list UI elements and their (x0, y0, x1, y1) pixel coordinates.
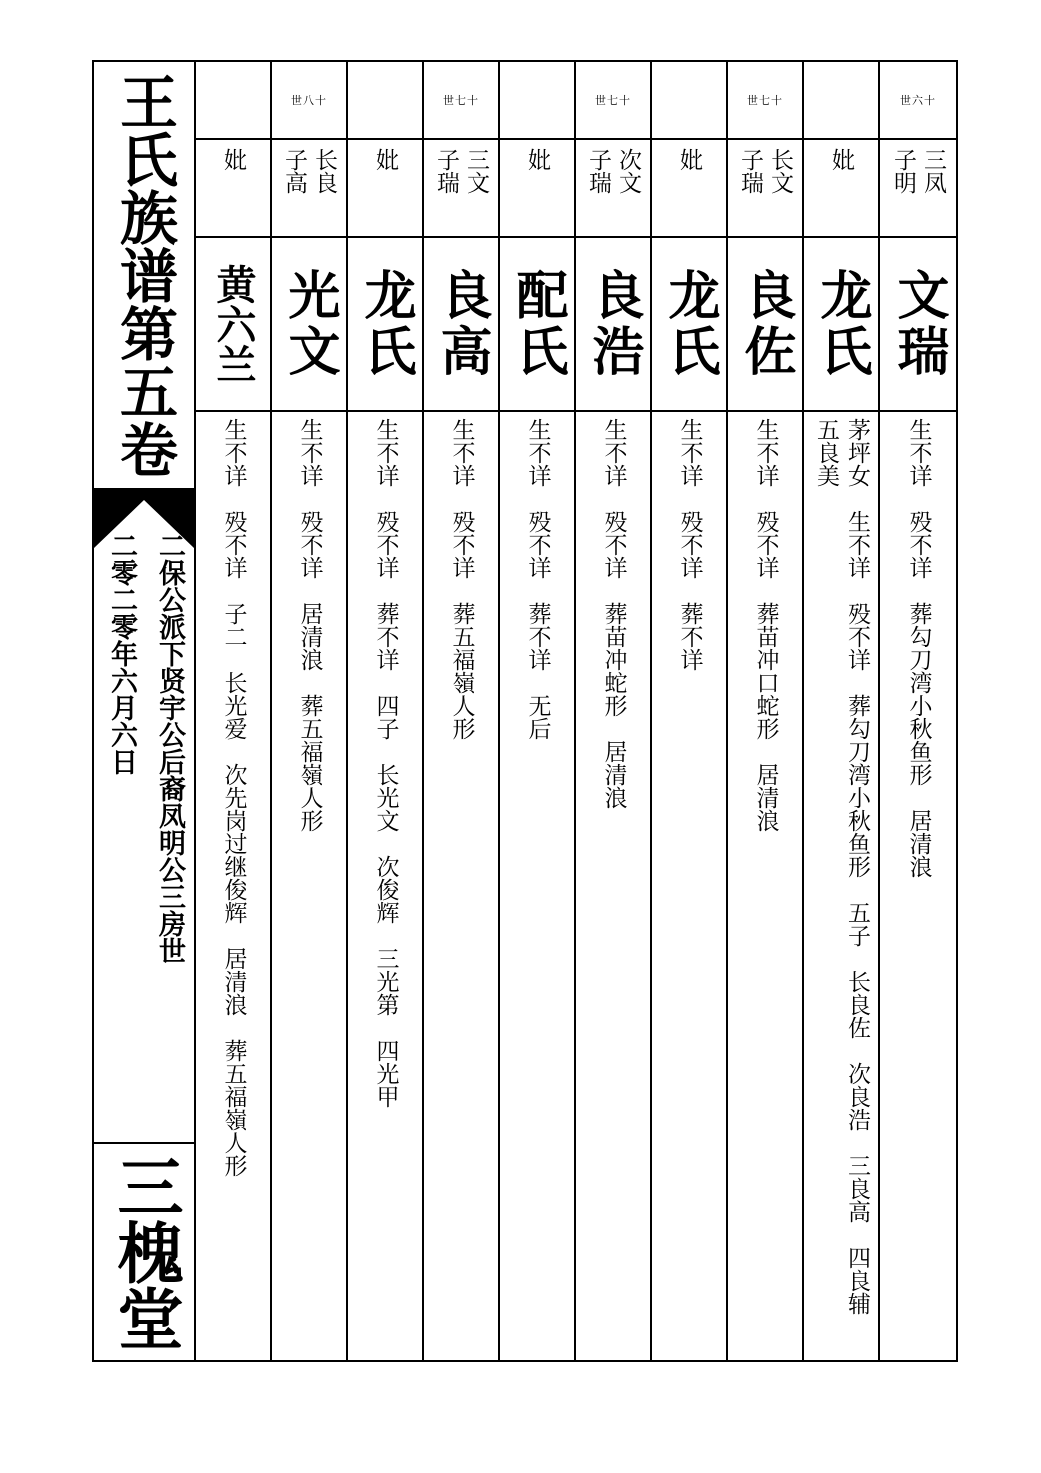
relation-text: 长良 子高 (281, 148, 337, 194)
genealogy-grid (196, 62, 956, 1360)
entry-column (424, 62, 500, 1360)
relation-text: 妣 (828, 148, 854, 171)
relation-cell (576, 140, 650, 238)
person-name: 光文 (279, 268, 339, 380)
generation-label: 世七十 (424, 62, 498, 140)
person-name: 良佐 (735, 268, 795, 380)
name-cell (576, 238, 650, 412)
name-cell (196, 238, 270, 412)
hall-name: 三槐堂 (106, 1153, 183, 1351)
entry-column (348, 62, 424, 1360)
person-name: 龙氏 (355, 268, 415, 380)
relation-cell (196, 140, 270, 238)
relation-cell (500, 140, 574, 238)
spine-subtitle-branch: 二保公派下贤宇公后裔凤明公三房世 (154, 532, 185, 964)
entry-column (272, 62, 348, 1360)
relation-text: 次文 子瑞 (585, 148, 641, 194)
person-name: 配氏 (507, 268, 567, 380)
name-cell (880, 238, 956, 412)
person-name: 文瑞 (888, 268, 948, 380)
name-cell (272, 238, 346, 412)
person-detail: 生不详 殁不详 葬不详 无后 (524, 418, 551, 740)
relation-text: 三文 子瑞 (433, 148, 489, 194)
person-detail: 生不详 殁不详 葬苗冲口蛇形 居清浪 (752, 418, 779, 832)
detail-cell (500, 412, 574, 1360)
person-name: 黄六兰 (210, 264, 256, 384)
name-cell (500, 238, 574, 412)
person-detail: 生不详 殁不详 葬苗冲蛇形 居清浪 (600, 418, 627, 809)
relation-text: 妣 (372, 148, 398, 171)
name-cell (652, 238, 726, 412)
person-name: 良高 (431, 268, 491, 380)
person-name: 龙氏 (811, 268, 871, 380)
generation-label (348, 62, 422, 140)
relation-text: 妣 (524, 148, 550, 171)
relation-cell (652, 140, 726, 238)
detail-cell (728, 412, 802, 1360)
generation-label: 世七十 (728, 62, 802, 140)
generation-label: 世八十 (272, 62, 346, 140)
relation-cell (348, 140, 422, 238)
generation-label (804, 62, 878, 140)
person-detail: 生不详 殁不详 葬不详 (676, 418, 703, 671)
entry-column (500, 62, 576, 1360)
relation-text: 长文 子瑞 (737, 148, 793, 194)
name-cell (728, 238, 802, 412)
relation-text: 妣 (220, 148, 246, 171)
relation-cell (728, 140, 802, 238)
person-detail: 生不详 殁不详 葬五福嶺人形 (448, 418, 475, 740)
entry-column (576, 62, 652, 1360)
generation-label (500, 62, 574, 140)
generation-label (652, 62, 726, 140)
relation-cell (804, 140, 878, 238)
detail-cell (424, 412, 498, 1360)
name-cell (804, 238, 878, 412)
generation-label: 世六十 (880, 62, 956, 140)
generation-label (196, 62, 270, 140)
entry-column (880, 62, 956, 1360)
detail-cell (348, 412, 422, 1360)
person-detail: 生不详 殁不详 葬不详 四子 长光文 次俊辉 三光第 四光甲 (372, 418, 399, 1108)
person-detail: 生不详 殁不详 子二 长光爱 次先岗过继俊辉 居清浪 葬五福嶺人形 (220, 418, 247, 1177)
relation-text: 妣 (676, 148, 702, 171)
relation-cell (880, 140, 956, 238)
person-detail: 生不详 殁不详 居清浪 葬五福嶺人形 (296, 418, 323, 832)
detail-cell (652, 412, 726, 1360)
detail-cell (196, 412, 270, 1360)
person-detail: 生不详 殁不详 葬勾刀湾小秋鱼形 居清浪 (905, 418, 932, 878)
genealogy-page-frame (92, 60, 958, 1362)
relation-cell (424, 140, 498, 238)
spine-panel (94, 62, 196, 1360)
entry-column (728, 62, 804, 1360)
person-detail: 茅坪女 生不详 殁不详 葬勾刀湾小秋鱼形 五子 长良佐 次良浩 三良高 四良辅 五良美 (813, 418, 870, 1338)
relation-cell (272, 140, 346, 238)
generation-label: 世七十 (576, 62, 650, 140)
entry-column (804, 62, 880, 1360)
detail-cell (804, 412, 878, 1360)
spine-subtitle-date: 二零二零年六月六日 (106, 532, 137, 775)
name-cell (424, 238, 498, 412)
name-cell (348, 238, 422, 412)
detail-cell (880, 412, 956, 1360)
relation-text: 三凤 子明 (890, 148, 946, 194)
entry-column (196, 62, 272, 1360)
detail-cell (272, 412, 346, 1360)
entry-column (652, 62, 728, 1360)
detail-cell (576, 412, 650, 1360)
person-name: 良浩 (583, 268, 643, 380)
person-name: 龙氏 (659, 268, 719, 380)
spine-title: 王氏族谱第五卷 (110, 72, 178, 478)
